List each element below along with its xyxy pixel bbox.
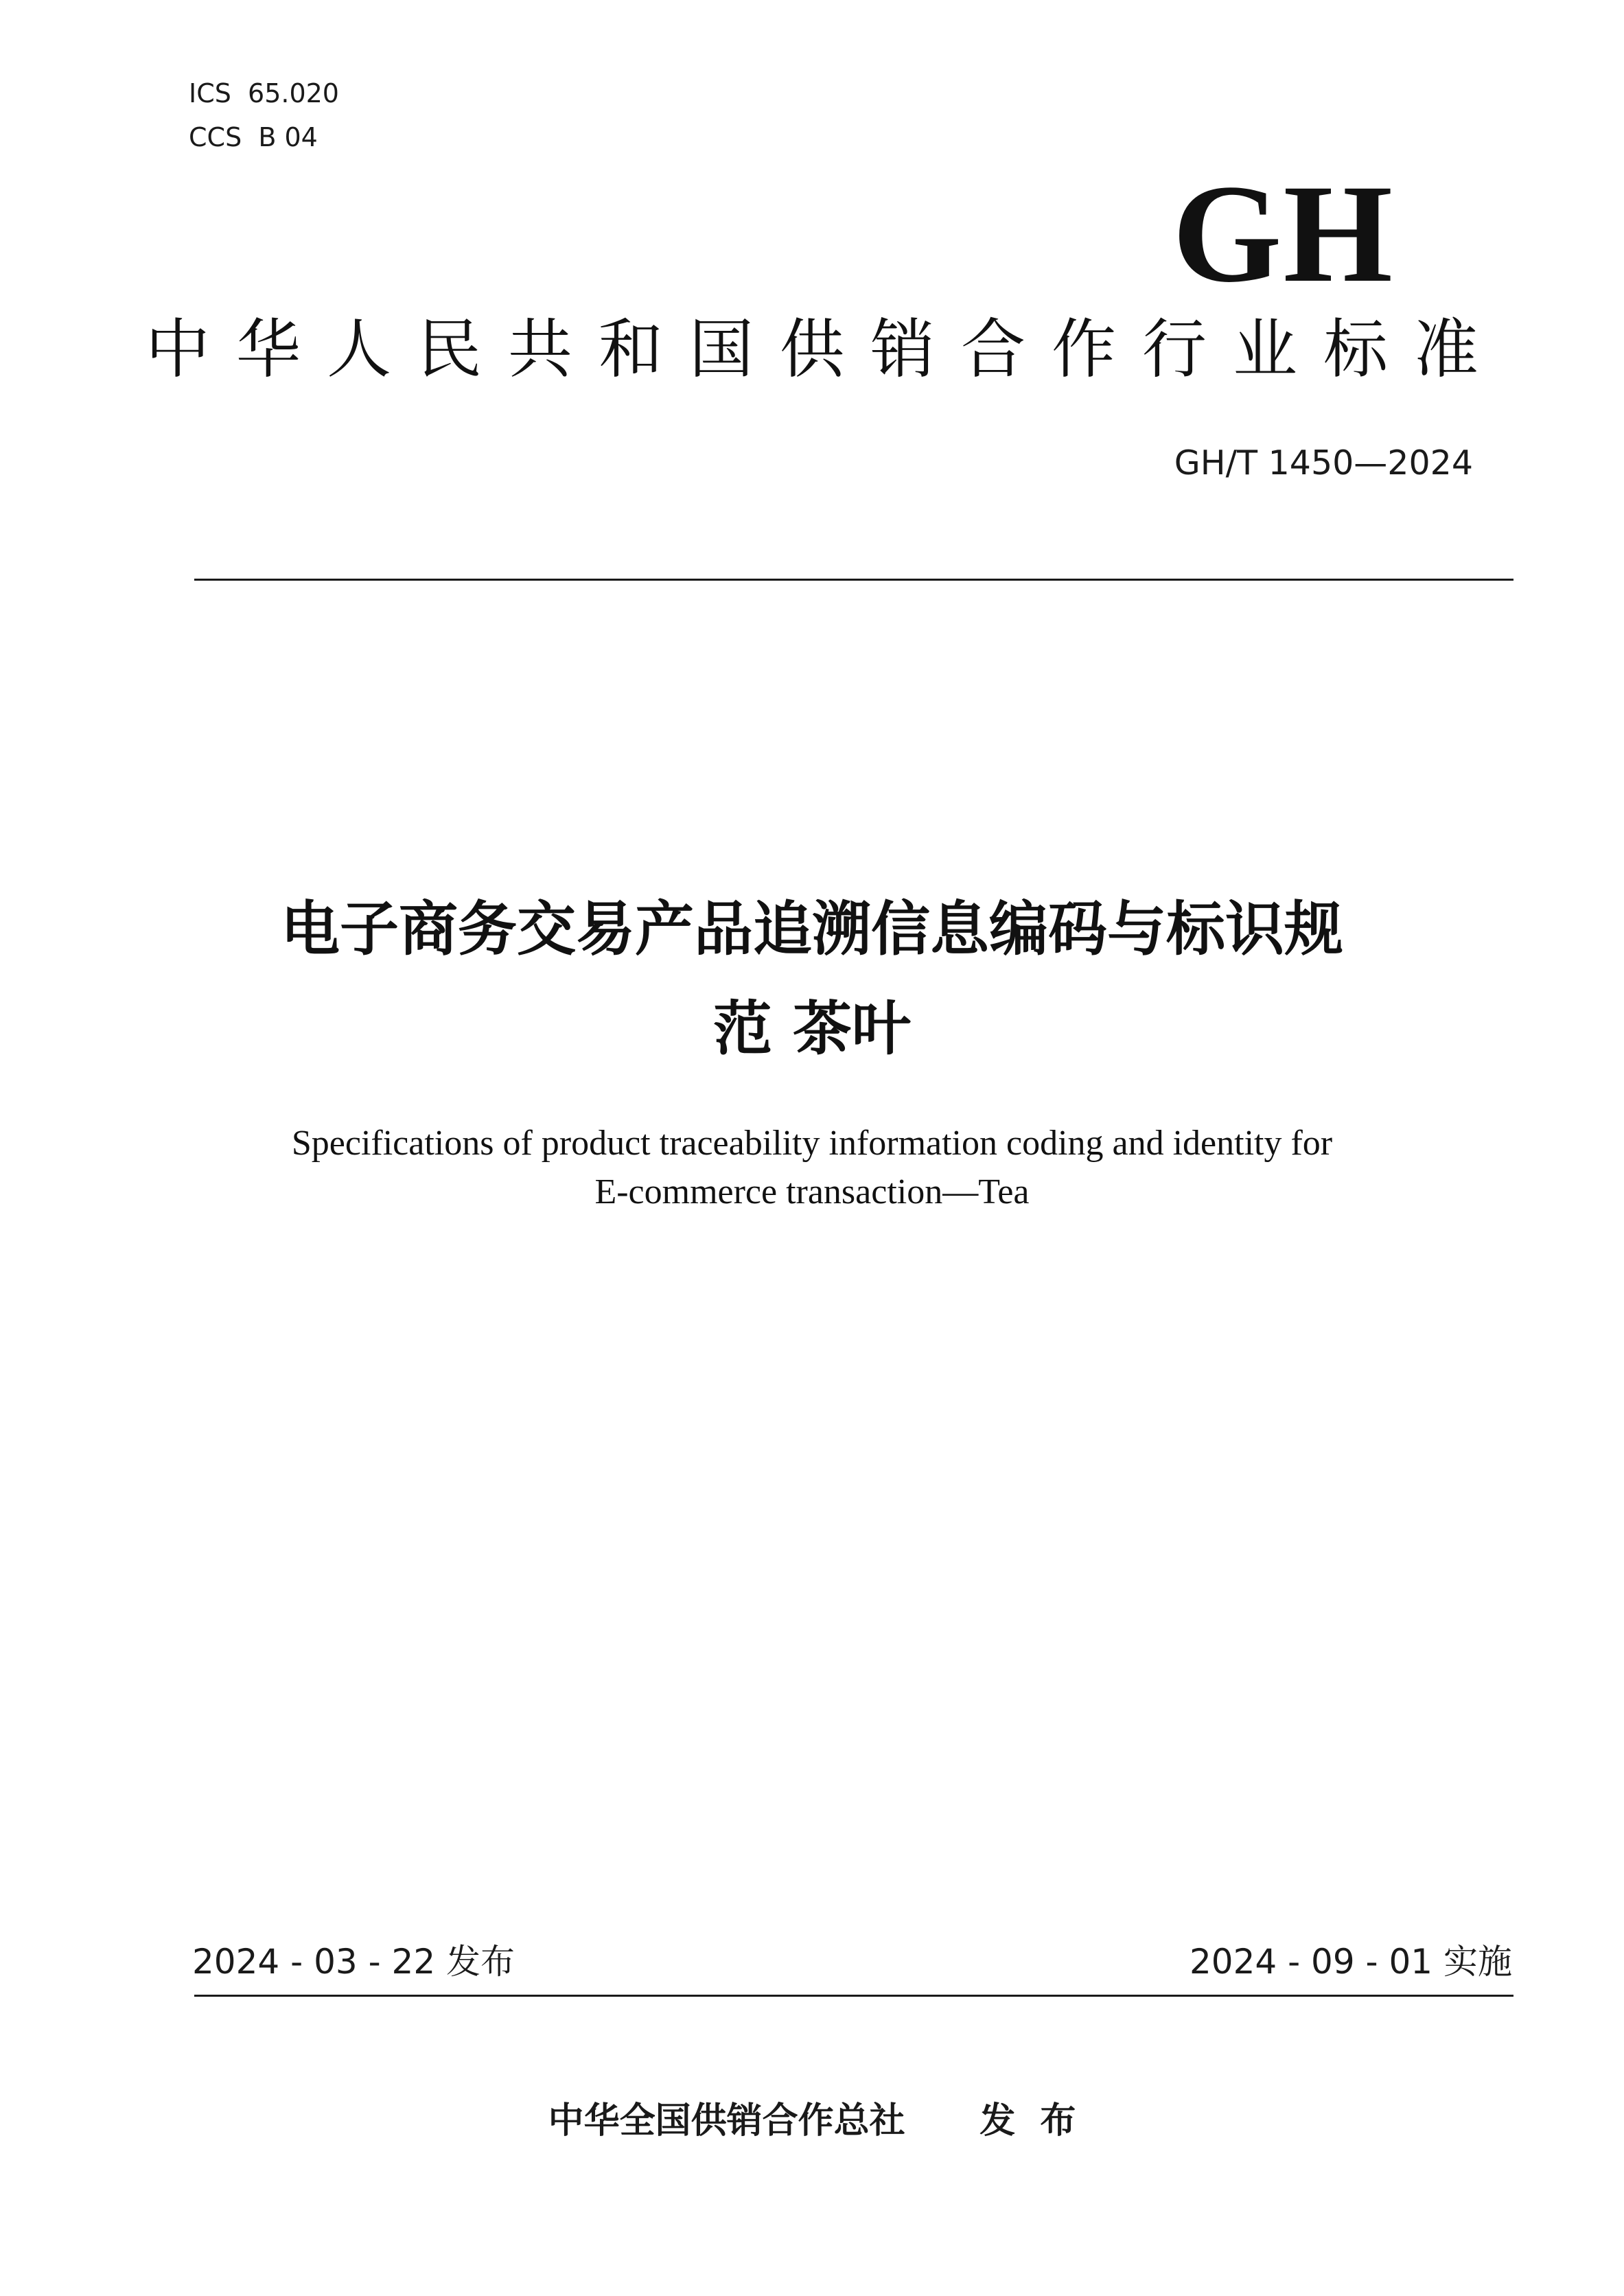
footer-divider — [194, 1995, 1513, 1997]
organization-title: 中华人民共和国供销合作行业标准 — [145, 312, 1505, 387]
effective-date: 2024 - 09 - 01 实施 — [1189, 1942, 1512, 1982]
title-en-line2: E-commerce transaction—Tea — [594, 1172, 1030, 1211]
title-cn-line2: 范 茶叶 — [713, 995, 911, 1063]
gh-logo: GH — [1172, 156, 1394, 312]
title-cn-line1: 电子商务交易产品追溯信息编码与标识规 — [281, 895, 1343, 964]
publish-date: 2024 - 03 - 22 发布 — [192, 1942, 515, 1982]
ccs-code: CCS B 04 — [189, 122, 318, 152]
ics-code: ICS 65.020 — [189, 78, 339, 108]
publisher: 中华全国供销合作总社 发 布 — [548, 2100, 1076, 2142]
title-en-line1: Specifications of product traceability information coding and identity for — [291, 1124, 1333, 1163]
header-divider — [194, 579, 1513, 581]
standard-number: GH/T 1450—2024 — [1174, 443, 1473, 483]
